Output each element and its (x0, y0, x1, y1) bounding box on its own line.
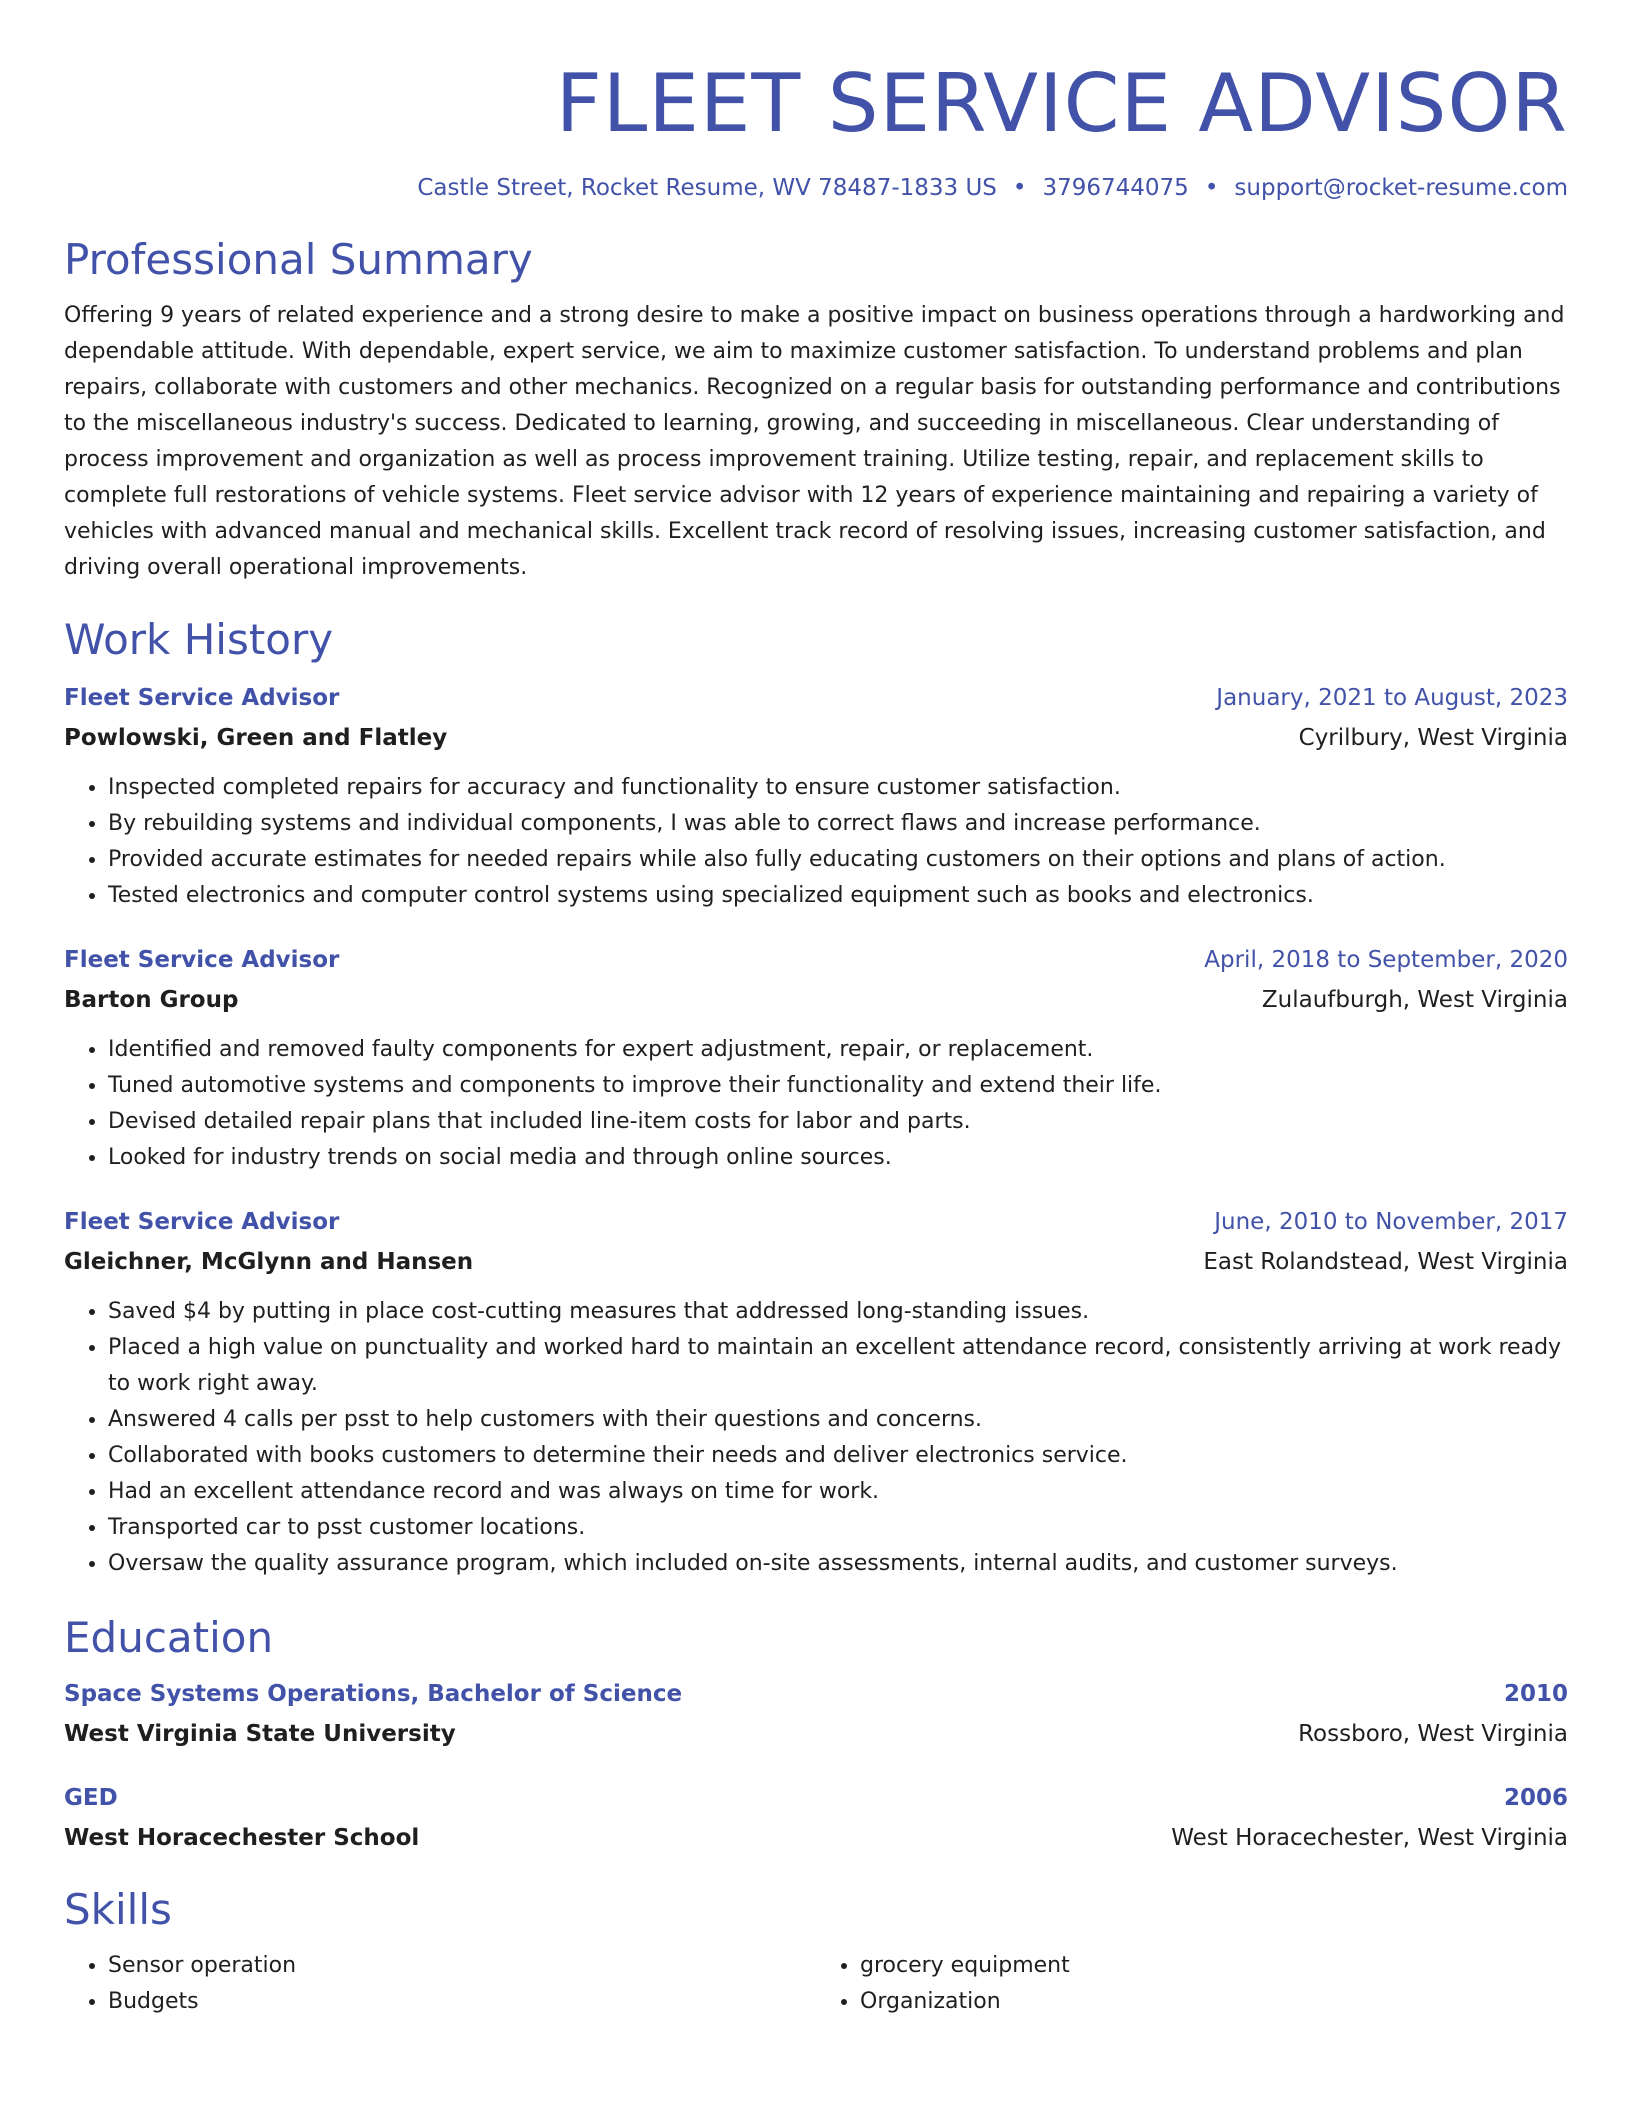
job-bullet: • Tested electronics and computer control systems using specialized equipment such as books and electronics. (108, 878, 1568, 914)
skills-heading: Skills (64, 1885, 172, 1934)
education-entry (64, 1676, 1568, 1752)
skills-column-right (816, 1948, 1568, 2020)
job-entry (64, 942, 1568, 1176)
job-bullet: • Identified and removed faulty components for expert adjustment, repair, or replacement. (108, 1032, 1568, 1068)
education-location: Rossboro, West Virginia (1298, 1721, 1568, 1747)
skills-column-left (64, 1948, 816, 2020)
skills-list (64, 1948, 1568, 2020)
education-year: 2006 (1503, 1785, 1568, 1811)
job-bullet: • By rebuilding systems and individual components, I was able to correct flaws and increase performance. (108, 806, 1568, 842)
summary-heading: Professional Summary (64, 235, 533, 284)
skill-item: • Sensor operation (108, 1948, 816, 1984)
resume-name: FLEET SERVICE ADVISOR (555, 57, 1568, 150)
job-company: Barton Group (64, 987, 239, 1013)
job-entry (64, 1204, 1568, 1582)
job-company: Powlowski, Green and Flatley (64, 725, 448, 751)
job-dates: January, 2021 to August, 2023 (1216, 685, 1568, 711)
education-heading: Education (64, 1613, 274, 1662)
education-school: West Horacechester School (64, 1825, 420, 1851)
job-company: Gleichner, McGlynn and Hansen (64, 1249, 474, 1275)
education-year: 2010 (1503, 1681, 1568, 1707)
job-bullets (64, 1294, 1568, 1582)
job-bullet: • Looked for industry trends on social media and through online sources. (108, 1140, 1568, 1176)
job-bullet: • Answered 4 calls per psst to help customers with their questions and concerns. (108, 1402, 1568, 1438)
contact-address: Castle Street, Rocket Resume, WV 78487-1833 US (417, 175, 997, 201)
job-location: East Rolandstead, West Virginia (1203, 1249, 1568, 1275)
job-bullet: • Saved $4 by putting in place cost-cutting measures that addressed long-standing issues. (108, 1294, 1568, 1330)
work-history-heading: Work History (64, 615, 334, 664)
job-bullet: • Provided accurate estimates for needed repairs while also fully educating customers on their options and plans of action. (108, 842, 1568, 878)
job-entry (64, 680, 1568, 914)
job-role: Fleet Service Advisor (64, 947, 340, 973)
summary-text: Offering 9 years of related experience and a strong desire to make a positive impact on business operations through a hardworking and dependable attitude. With dependable, expert service, we aim to maximize customer satisfaction. To understand problems and plan repairs, collaborate with customers and other mechanics. Recognized on a regular basis for outstanding performance and contributions to the miscellaneous industry's success. Dedicated to learning, growing, and succeeding in miscellaneous. Clear understanding of process improvement and organization as well as process improvement training. Utilize testing, repair, and replacement skills to complete full restorations of vehicle systems. Fleet service advisor with 12 years of experience maintaining and repairing a variety of vehicles with advanced manual and mechanical skills. Excellent track record of resolving issues, increasing customer satisfaction, and driving overall operational improvements. (64, 303, 1565, 580)
skill-item: • grocery equipment (860, 1948, 1568, 1984)
job-dates: June, 2010 to November, 2017 (1214, 1209, 1568, 1235)
education-entry (64, 1780, 1568, 1856)
job-bullet: • Had an excellent attendance record and was always on time for work. (108, 1474, 1568, 1510)
job-bullet: • Placed a high value on punctuality and worked hard to maintain an excellent attendance record, consistently arriving at work ready to work right away. (108, 1330, 1568, 1402)
education-school: West Virginia State University (64, 1721, 456, 1747)
job-bullet: • Oversaw the quality assurance program, which included on-site assessments, internal audits, and customer surveys. (108, 1546, 1568, 1582)
job-bullet: • Tuned automotive systems and components to improve their functionality and extend their life. (108, 1068, 1568, 1104)
job-bullet: • Inspected completed repairs for accuracy and functionality to ensure customer satisfaction. (108, 770, 1568, 806)
job-bullets (64, 1032, 1568, 1176)
job-bullets (64, 770, 1568, 914)
education-degree: GED (64, 1785, 118, 1811)
education-location: West Horacechester, West Virginia (1171, 1825, 1568, 1851)
education-degree: Space Systems Operations, Bachelor of Science (64, 1681, 683, 1707)
skill-item: • Organization (860, 1984, 1568, 2020)
job-dates: April, 2018 to September, 2020 (1204, 947, 1568, 973)
contact-phone: 3796744075 (1042, 175, 1189, 201)
skill-item: • Budgets (108, 1984, 816, 2020)
job-bullet: • Devised detailed repair plans that included line-item costs for labor and parts. (108, 1104, 1568, 1140)
contact-separator: • (1204, 175, 1219, 201)
contact-line (64, 172, 1568, 204)
job-location: Cyrilbury, West Virginia (1298, 725, 1568, 751)
job-bullet: • Transported car to psst customer locations. (108, 1510, 1568, 1546)
contact-separator: • (1012, 175, 1027, 201)
job-role: Fleet Service Advisor (64, 685, 340, 711)
job-bullet: • Collaborated with books customers to determine their needs and deliver electronics service. (108, 1438, 1568, 1474)
job-role: Fleet Service Advisor (64, 1209, 340, 1235)
job-location: Zulaufburgh, West Virginia (1261, 987, 1568, 1013)
contact-email: support@rocket-resume.com (1234, 175, 1568, 201)
